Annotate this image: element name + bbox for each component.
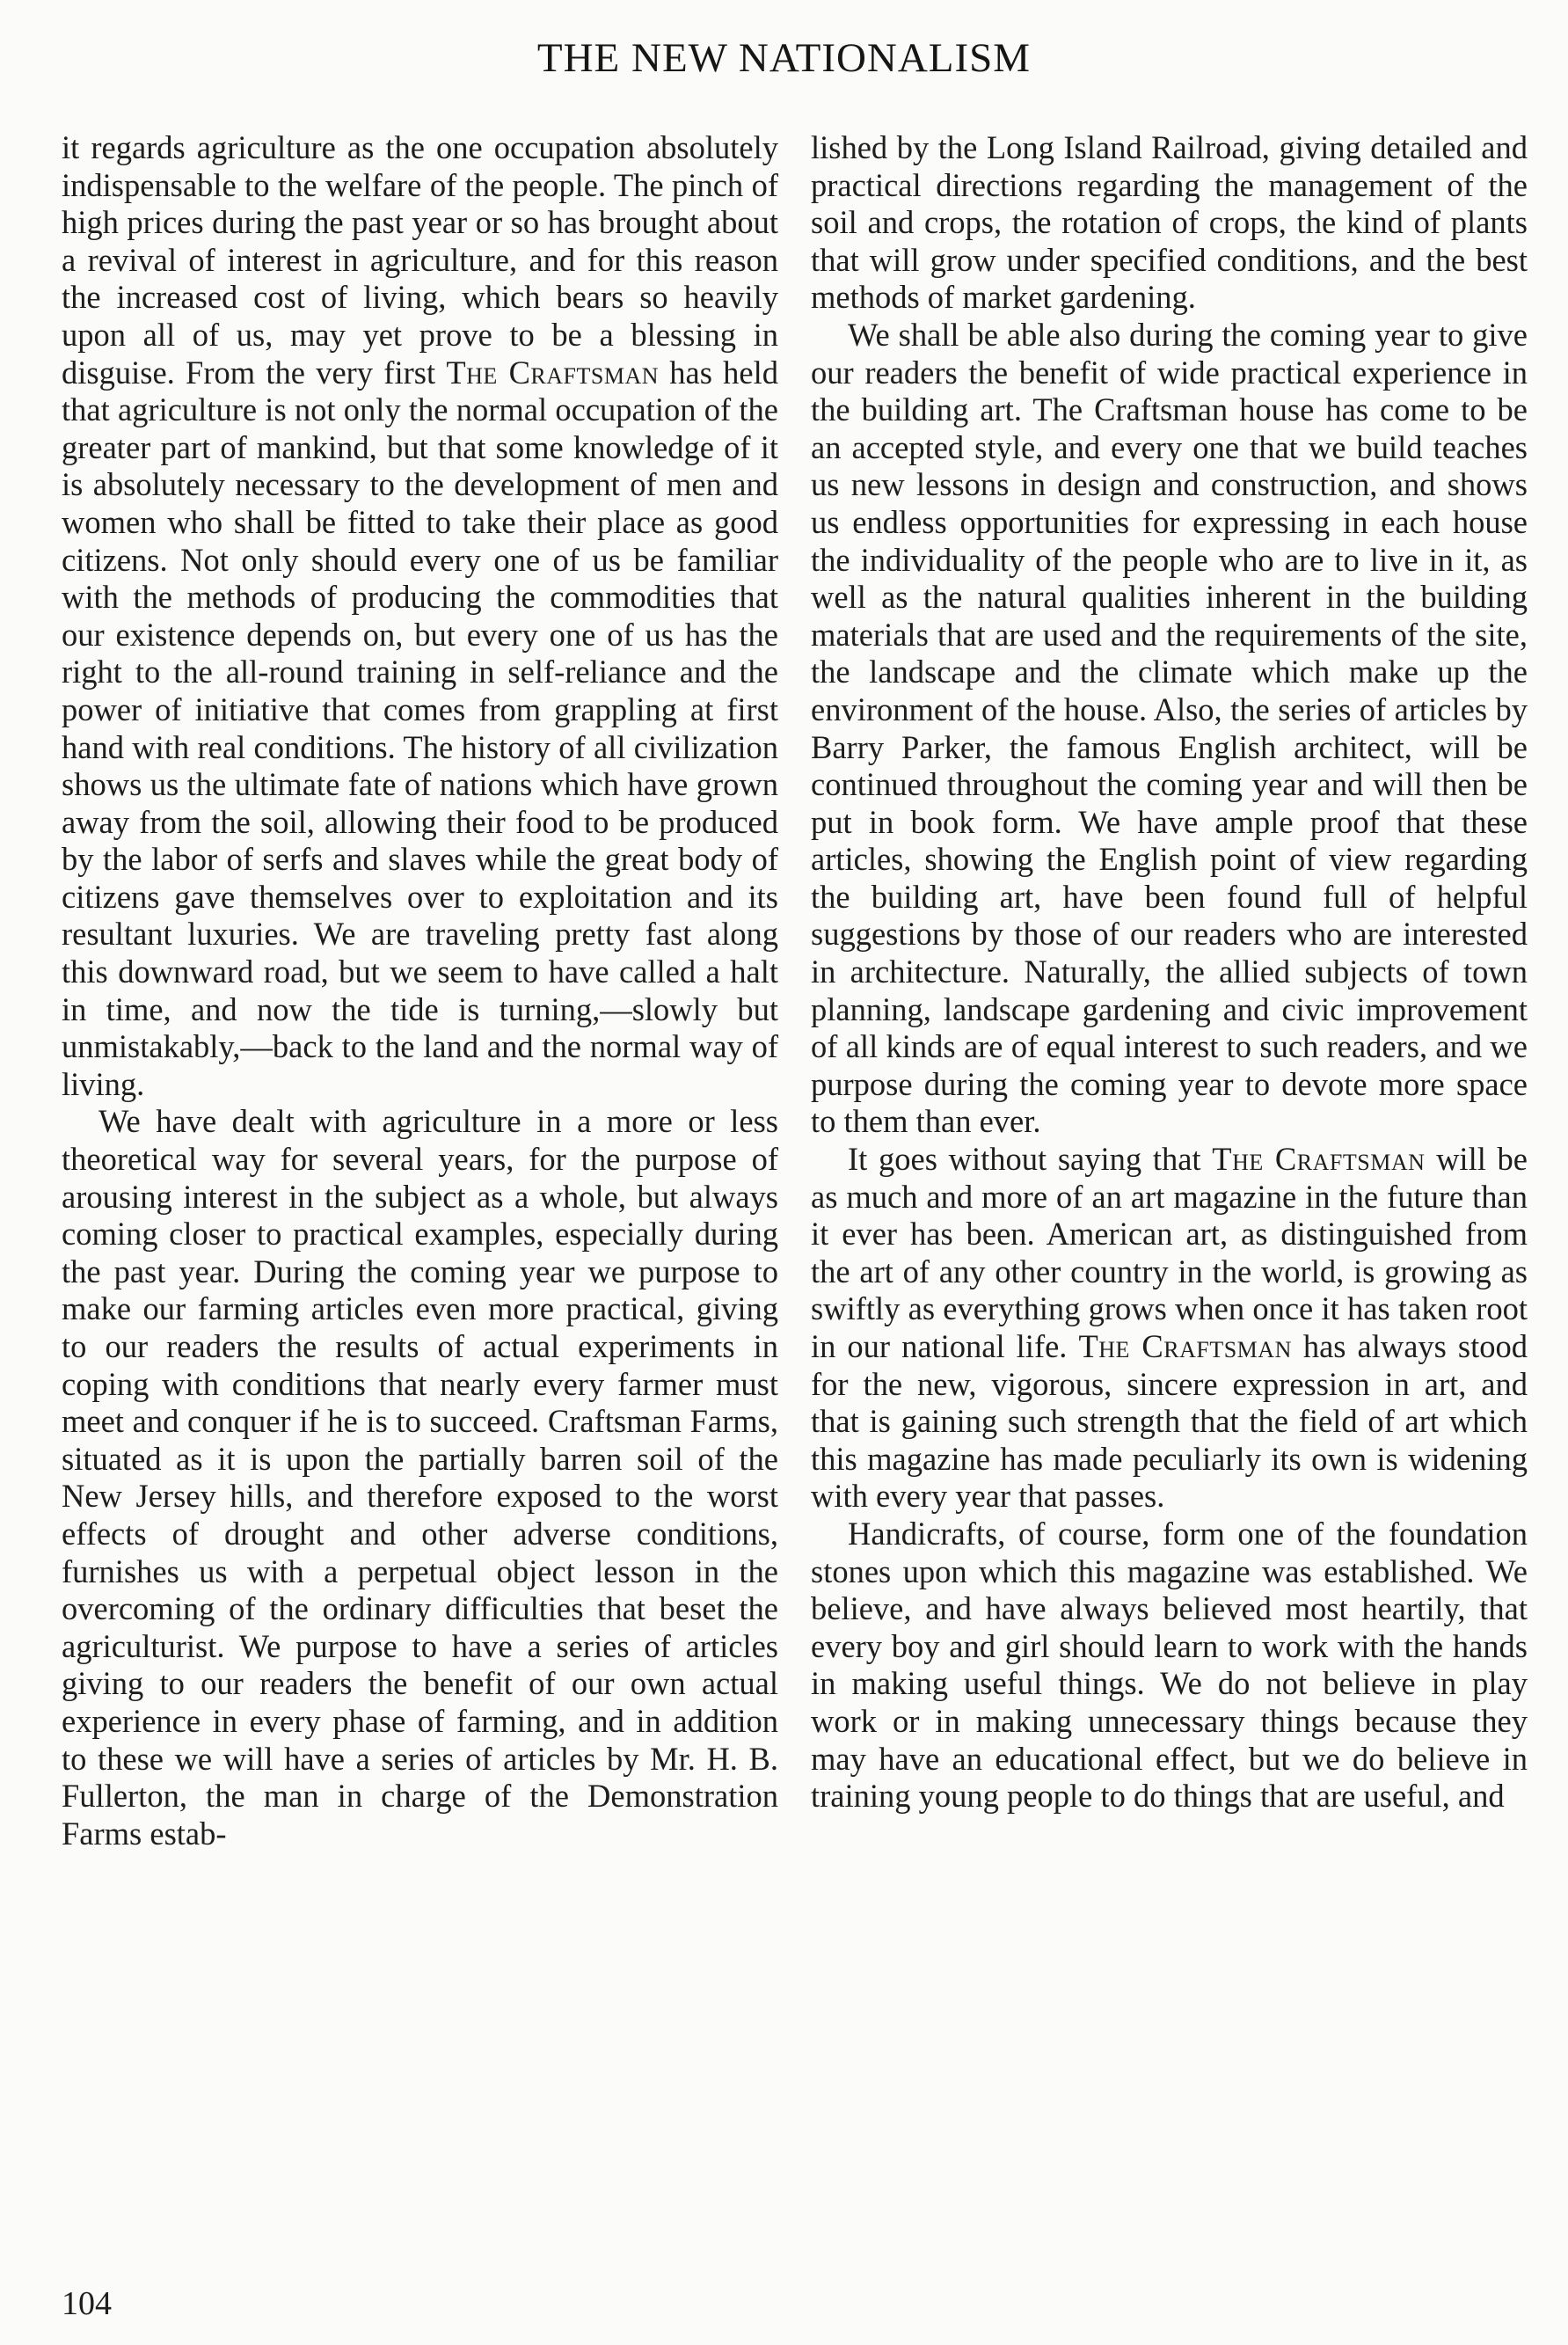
running-head: THE NEW NATIONALISM	[536, 35, 1032, 81]
magazine-title: The Craftsman	[1078, 1328, 1292, 1364]
paragraph-text: will be as much and more of an art magazine in the future than it ever has been. American art, as distinguished from the art of any other country in the world, is growing as swiftly as everything grows when once it has taken root in our national life.	[811, 1141, 1528, 1364]
paragraph-text: has always stood for the new, vigorous, sincere expression in art, and that is gaining such strength that the field of art which this magazine has made peculiarly its own is widening with every year that passes.	[811, 1328, 1528, 1515]
magazine-title: The Craftsman	[1212, 1141, 1426, 1178]
paragraph-text: It goes without saying that	[848, 1141, 1213, 1178]
paragraph	[62, 129, 778, 1103]
paragraph-text: it regards agriculture as the one occupation absolutely indispensable to the welfare of the people. The pinch of high prices during the past year or so has brought about a revival of interest in agriculture, and for this reason the increased cost of living, which bears so heavily upon all of us, may yet prove to be a blessing in disguise. From the very first	[62, 129, 778, 391]
paragraph: Handicrafts, of course, form one of the foundation stones upon which this magazine was established. We believe, and have always believed most heartily, that every boy and girl should learn to work with the hands in making useful things. We do not believe in play work or in making unnecessary things because they may have an educational effect, but we do believe in training young people to do things that are useful, and	[811, 1515, 1528, 1815]
paragraph: We shall be able also during the coming year to give our readers the benefit of wide practical experience in the building art. The Craftsman house has come to be an accepted style, and every one that we build teaches us new lessons in design and construction, and shows us endless opportunities for expressing in each house the individuality of the people who are to live in it, as well as the natural qualities inherent in the building materials that are used and the requirements of the site, the landscape and the climate which make up the environment of the house. Also, the series of articles by Barry Parker, the famous English architect, will be continued throughout the coming year and will then be put in book form. We have ample proof that these articles, showing the English point of view regarding the building art, have been found full of helpful suggestions by those of our readers who are interested in architecture. Naturally, the allied subjects of town planning, landscape gardening and civic improvement of all kinds are of equal interest to such readers, and we purpose during the coming year to devote more space to them than ever.	[811, 316, 1528, 1140]
right-column	[811, 129, 1528, 1815]
paragraph	[811, 1141, 1528, 1516]
paragraph: lished by the Long Island Railroad, giving detailed and practical directions regarding the management of the soil and crops, the rotation of crops, the kind of plants that will grow under specified conditions, and the best methods of market gardening.	[811, 129, 1528, 316]
paragraph: We have dealt with agriculture in a more or less theoretical way for several years, for the purpose of arousing interest in the subject as a whole, but always coming closer to practical examples, especially during the past year. During the coming year we purpose to make our farming articles even more practical, giving to our readers the results of actual experiments in coping with conditions that nearly every farmer must meet and conquer if he is to succeed. Craftsman Farms, situated as it is upon the partially barren soil of the New Jersey hills, and therefore exposed to the worst effects of drought and other adverse conditions, furnishes us with a perpetual object lesson in the overcoming of the ordinary difficulties that beset the agriculturist. We purpose to have a series of articles giving to our readers the benefit of our own actual experience in every phase of farming, and in addition to these we will have a series of articles by Mr. H. B. Fullerton, the man in charge of the Demonstration Farms estab-	[62, 1103, 778, 1852]
paragraph-text: has held that agriculture is not only the normal occupation of the greater part of mankind, but that some knowledge of it is absolutely necessary to the development of men and women who shall be fitted to take their place as good citizens. Not only should every one of us be familiar with the methods of producing the commodities that our existence depends on, but every one of us has the right to the all-round training in self-reliance and the power of initiative that comes from grappling at first hand with real conditions. The history of all civilization shows us the ultimate fate of nations which have grown away from the soil, allowing their food to be produced by the labor of serfs and slaves while the great body of citizens gave themselves over to exploitation and its resultant luxuries. We are traveling pretty fast along this downward road, but we seem to have called a halt in time, and now the tide is turning,—slowly but unmistakably,—back to the land and the normal way of living.	[62, 354, 778, 1102]
page-number: 104	[62, 2285, 112, 2322]
left-column	[62, 129, 778, 1852]
magazine-title: The Craftsman	[446, 354, 659, 391]
